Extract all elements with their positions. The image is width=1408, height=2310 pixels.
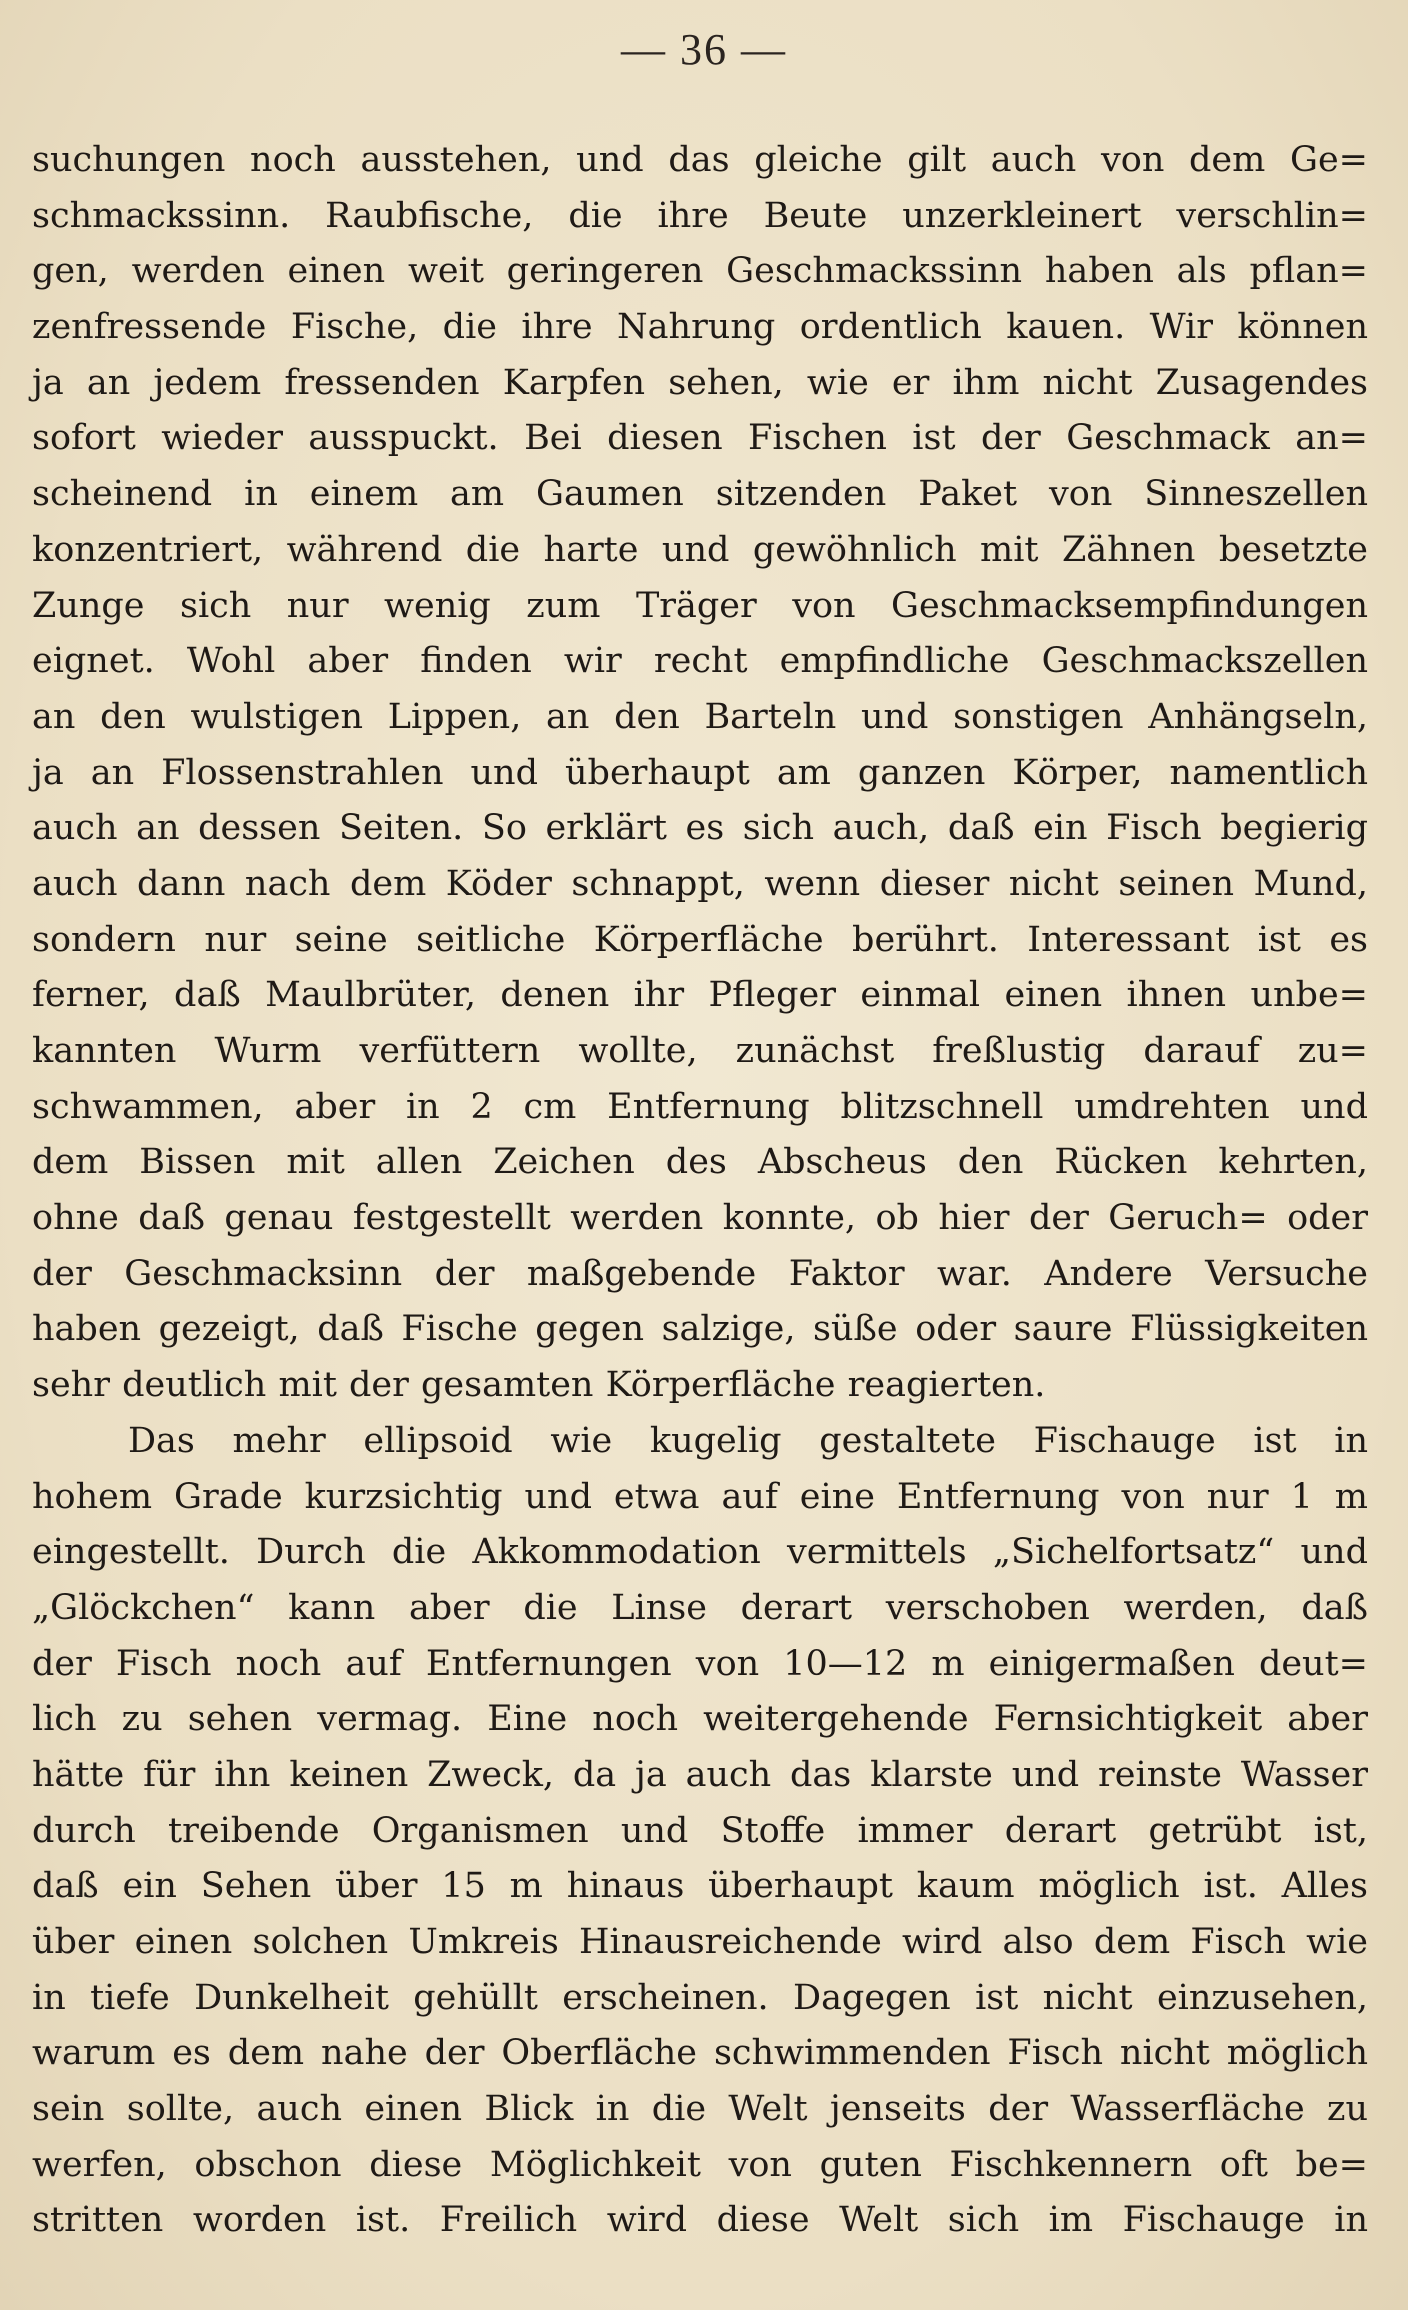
text-line-31: durch treibende Organismen und Stoffe immer derart getrübt ist, <box>32 1810 1368 1851</box>
text-line-27: „Glöckchen“ kann aber die Linse derart verschoben werden, daß <box>32 1587 1368 1628</box>
text-line-36: sein sollte, auch einen Blick in die Welt jenseits der Wasserfläche zu <box>32 2089 1368 2130</box>
text-line-25: hohem Grade kurzsichtig und etwa auf eine Entfernung von nur 1 m <box>32 1476 1368 1517</box>
text-line-1: suchungen noch ausstehen, und das gleiche gilt auch von dem Ge= <box>32 140 1368 180</box>
text-line-7: scheinend in einem am Gaumen sitzenden Paket von Sinneszellen <box>32 474 1368 515</box>
text-line-21: der Geschmacksinn der maßgebende Faktor war. Andere Versuche <box>32 1253 1368 1294</box>
text-line-19: dem Bissen mit allen Zeichen des Abscheus den Rücken kehrten, <box>32 1142 1368 1183</box>
text-line-23: sehr deutlich mit der gesamten Körperfläche reagierten. <box>32 1365 1046 1406</box>
text-line-17: kannten Wurm verfüttern wollte, zunächst freßlustig darauf zu= <box>32 1031 1368 1071</box>
text-line-35: warum es dem nahe der Oberfläche schwimmenden Fisch nicht möglich <box>32 2033 1368 2074</box>
text-line-9: Zunge sich nur wenig zum Träger von Geschmacksempfindungen <box>32 585 1368 626</box>
text-line-30: hätte für ihn keinen Zweck, da ja auch das klarste und reinste Wasser <box>32 1754 1368 1795</box>
text-line-20: ohne daß genau festgestellt werden konnte, ob hier der Geruch= oder <box>32 1198 1368 1239</box>
body-text <box>32 133 1368 2249</box>
text-line-37: werfen, obschon diese Möglichkeit von guten Fischkennern oft be= <box>32 2144 1368 2185</box>
text-line-16: ferner, daß Maulbrüter, denen ihr Pfleger einmal einen ihnen unbe= <box>32 975 1368 1016</box>
text-line-28: der Fisch noch auf Entfernungen von 10—12 m einigermaßen deut= <box>32 1643 1368 1684</box>
text-line-2: schmackssinn. Raubfische, die ihre Beute unzerkleinert verschlin= <box>32 195 1368 236</box>
text-line-10: eignet. Wohl aber finden wir recht empfindliche Geschmackszellen <box>32 641 1368 682</box>
text-line-15: sondern nur seine seitliche Körperfläche berührt. Interessant ist es <box>32 919 1368 960</box>
text-line-32: daß ein Sehen über 15 m hinaus überhaupt kaum möglich ist. Alles <box>32 1866 1368 1907</box>
text-line-26: eingestellt. Durch die Akkommodation vermittels „Sichelfortsatz“ und <box>32 1532 1368 1573</box>
text-line-24: Das mehr ellipsoid wie kugelig gestaltete Fischauge ist in <box>128 1420 1368 1461</box>
text-line-34: in tiefe Dunkelheit gehüllt erscheinen. Dagegen ist nicht einzusehen, <box>32 1977 1368 2018</box>
text-line-22: haben gezeigt, daß Fische gegen salzige, süße oder saure Flüssigkeiten <box>32 1309 1368 1350</box>
text-line-12: ja an Flossenstrahlen und überhaupt am ganzen Körper, namentlich <box>32 752 1368 793</box>
text-line-11: an den wulstigen Lippen, an den Barteln und sonstigen Anhängseln, <box>32 696 1368 737</box>
text-line-38: stritten worden ist. Freilich wird diese Welt sich im Fischauge in <box>32 2200 1368 2241</box>
page-number: — 36 — <box>621 25 787 74</box>
text-line-14: auch dann nach dem Köder schnappt, wenn dieser nicht seinen Mund, <box>32 863 1368 904</box>
text-line-18: schwammen, aber in 2 cm Entfernung blitzschnell umdrehten und <box>32 1086 1368 1127</box>
text-line-33: über einen solchen Umkreis Hinausreichende wird also dem Fisch wie <box>32 1922 1368 1962</box>
text-line-6: sofort wieder ausspuckt. Bei diesen Fischen ist der Geschmack an= <box>32 418 1368 459</box>
text-line-3: gen, werden einen weit geringeren Geschmackssinn haben als pflan= <box>32 251 1368 292</box>
text-line-8: konzentriert, während die harte und gewöhnlich mit Zähnen besetzte <box>32 529 1368 570</box>
text-line-13: auch an dessen Seiten. So erklärt es sich auch, daß ein Fisch begierig <box>32 808 1368 849</box>
text-line-4: zenfressende Fische, die ihre Nahrung ordentlich kauen. Wir können <box>32 307 1368 348</box>
text-line-5: ja an jedem fressenden Karpfen sehen, wie er ihm nicht Zusagendes <box>32 362 1368 403</box>
text-line-29: lich zu sehen vermag. Eine noch weitergehende Fernsichtigkeit aber <box>32 1699 1368 1740</box>
